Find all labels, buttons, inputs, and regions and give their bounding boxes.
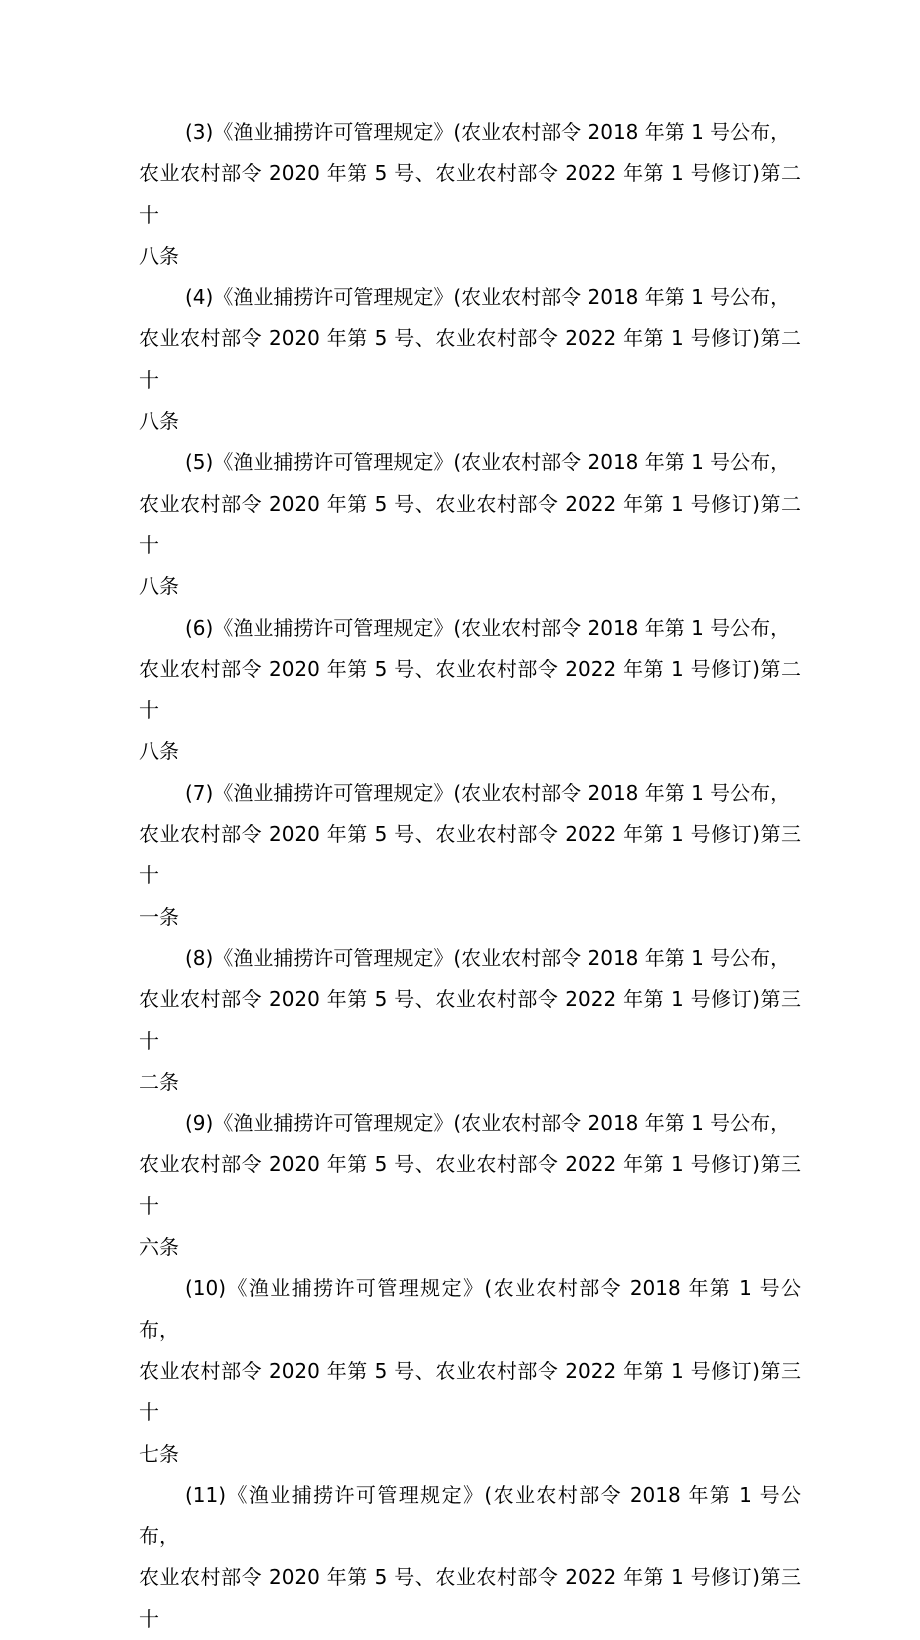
paragraph-item-3: (3)《渔业捕捞许可管理规定》(农业农村部令 2018 年第 1 号公布， 农业农村部令 2020 年第 5 号、农业农村部令 2022 年第 1 号修订)第二十 八条 xyxy=(139,120,801,268)
paragraph-item-7: (7)《渔业捕捞许可管理规定》(农业农村部令 2018 年第 1 号公布， 农业农村部令 2020 年第 5 号、农业农村部令 2022 年第 1 号修订)第三十 一条 xyxy=(139,780,801,929)
paragraph-item-9: (9)《渔业捕捞许可管理规定》(农业农村部令 2018 年第 1 号公布， 农业农村部令 2020 年第 5 号、农业农村部令 2022 年第 1 号修订)第三十 六条 xyxy=(139,1111,801,1260)
paragraph-item-6: (6)《渔业捕捞许可管理规定》(农业农村部令 2018 年第 1 号公布， 农业农村部令 2020 年第 5 号、农业农村部令 2022 年第 1 号修订)第二十 八条 xyxy=(139,615,801,764)
paragraph-item-4: (4)《渔业捕捞许可管理规定》(农业农村部令 2018 年第 1 号公布， 农业农村部令 2020 年第 5 号、农业农村部令 2022 年第 1 号修订)第二十 八条 xyxy=(139,285,801,434)
paragraph-item-10: (10)《渔业捕捞许可管理规定》(农业农村部令 2018 年第 1 号公布， 农业农村部令 2020 年第 5 号、农业农村部令 2022 年第 1 号修订)第三十 七条 xyxy=(139,1276,801,1466)
paragraph-item-8: (8)《渔业捕捞许可管理规定》(农业农村部令 2018 年第 1 号公布， 农业农村部令 2020 年第 5 号、农业农村部令 2022 年第 1 号修订)第三十 二条 xyxy=(139,945,801,1094)
document-body xyxy=(139,112,801,1640)
paragraph-item-11: (11)《渔业捕捞许可管理规定》(农业农村部令 2018 年第 1 号公布， 农业农村部令 2020 年第 5 号、农业农村部令 2022 年第 1 号修订)第三十 xyxy=(139,1482,801,1631)
paragraph-item-5: (5)《渔业捕捞许可管理规定》(农业农村部令 2018 年第 1 号公布， 农业农村部令 2020 年第 5 号、农业农村部令 2022 年第 1 号修订)第二十 八条 xyxy=(139,450,801,599)
